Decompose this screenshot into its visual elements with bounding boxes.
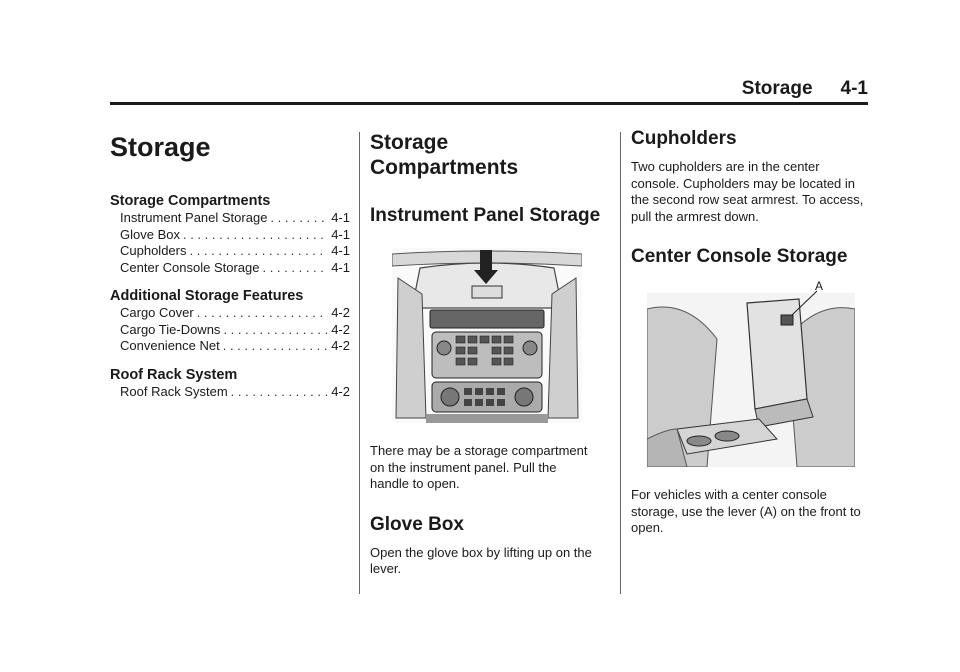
toc-group-storage-compartments (110, 193, 350, 276)
cupholders-heading: Cupholders (631, 128, 737, 149)
toc-page: 4-2 (331, 305, 350, 320)
glove-box-text: Open the glove box by lifting up on the lever. (370, 544, 592, 576)
center-console-heading: Center Console Storage (631, 246, 848, 267)
toc-heading: Additional Storage Features (110, 288, 304, 304)
toc-entry-instrument-panel-storage[interactable] (110, 210, 350, 227)
running-header (110, 78, 868, 104)
toc-label: Glove Box (120, 226, 180, 242)
toc-label: Roof Rack System (120, 383, 228, 399)
toc-label: Cargo Tie-Downs (120, 321, 221, 337)
toc-entry-convenience-net[interactable] (110, 338, 350, 355)
column-cupholders-console (631, 118, 871, 537)
section-title-line1: Storage (370, 131, 449, 154)
toc-page: 4-1 (331, 259, 350, 275)
instrument-panel-text: There may be a storage compartment on the instrument panel. Pull the handle to open. (370, 443, 588, 491)
toc-heading: Roof Rack System (110, 366, 238, 383)
toc-label: Instrument Panel Storage (120, 210, 268, 225)
toc-page: 4-1 (331, 226, 350, 242)
toc-entry-cargo-tie-downs[interactable] (110, 322, 350, 339)
center-console-illustration (647, 279, 855, 467)
running-header-text (742, 78, 868, 100)
column-divider-2 (620, 132, 621, 594)
center-console-drawing (647, 279, 855, 467)
header-rule (110, 102, 868, 105)
chapter-title: Storage (110, 132, 211, 162)
toc-label: Convenience Net (120, 338, 220, 353)
section-title-line2: Compartments (370, 156, 519, 179)
glove-box-heading: Glove Box (370, 513, 464, 535)
column-toc (110, 118, 350, 400)
column-divider-1 (359, 132, 360, 594)
toc-group-roof-rack (110, 367, 350, 401)
page-number: 4-1 (840, 78, 868, 99)
toc-entry-glove-box[interactable] (110, 227, 350, 244)
toc-page: 4-1 (331, 210, 350, 225)
instrument-panel-heading: Instrument Panel Storage (370, 205, 601, 226)
callout-label-a: A (815, 279, 824, 293)
toc-label: Cargo Cover (120, 305, 194, 320)
toc-page: 4-2 (331, 321, 350, 337)
toc-page: 4-1 (331, 243, 350, 258)
section-title (370, 130, 610, 180)
toc-label: Center Console Storage (120, 259, 260, 275)
toc-entry-cupholders[interactable] (110, 243, 350, 260)
toc-entry-center-console-storage[interactable] (110, 260, 350, 277)
toc-label: Cupholders (120, 243, 187, 258)
toc-heading: Storage Compartments (110, 193, 271, 209)
center-console-text: For vehicles with a center console storage, use the lever (A) on the front to open. (631, 487, 861, 535)
instrument-panel-drawing (392, 248, 582, 423)
toc-page: 4-2 (331, 338, 350, 353)
column-storage-compartments (370, 118, 610, 578)
toc-entry-cargo-cover[interactable] (110, 305, 350, 322)
section-name: Storage (741, 78, 813, 99)
cupholders-text: Two cupholders are in the center console. Cupholders may be located in the second row seat armrest. To access, pull the armrest down. (631, 159, 864, 224)
toc-page: 4-2 (331, 383, 350, 399)
toc-group-additional-storage (110, 288, 350, 355)
instrument-panel-illustration (392, 248, 582, 423)
toc-entry-roof-rack-system[interactable] (110, 384, 350, 401)
